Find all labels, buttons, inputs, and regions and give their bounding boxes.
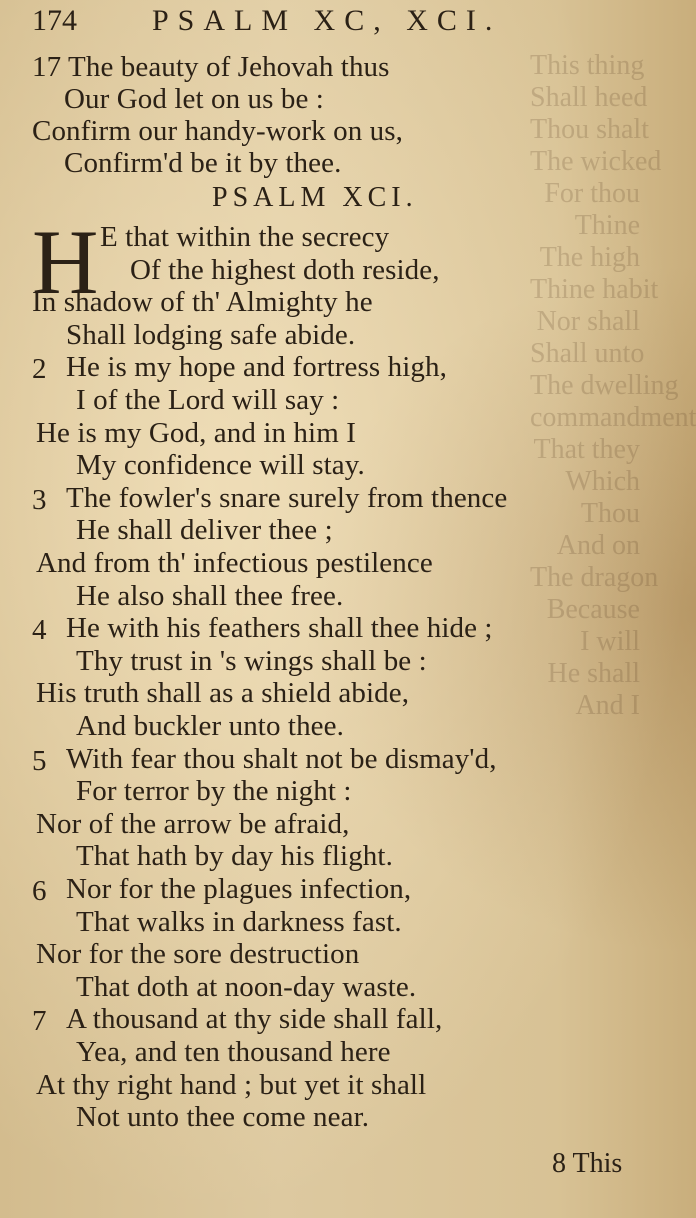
bleed-line: I will bbox=[580, 626, 640, 657]
verse-line: Confirm our handy-work on us, bbox=[32, 115, 403, 147]
page-number: 174 bbox=[32, 4, 77, 37]
verse-line: Yea, and ten thousand here bbox=[76, 1036, 391, 1068]
dropcap-letter: H bbox=[32, 211, 99, 313]
bleed-line: Thou shalt bbox=[530, 114, 649, 145]
verse-line: The fowler's snare surely from thence bbox=[66, 481, 508, 514]
bleed-line: This thing bbox=[530, 50, 645, 81]
verse-line: Our God let on us be : bbox=[64, 83, 324, 115]
verse-line: Thy trust in 's wings shall be : bbox=[76, 644, 427, 677]
bleed-line: Shall unto bbox=[530, 338, 645, 369]
bleed-line: And I bbox=[575, 690, 640, 721]
bleed-through-text bbox=[530, 50, 696, 1150]
running-title: PSALM XC, XCI. bbox=[152, 4, 502, 37]
catchword: 8 This bbox=[552, 1148, 623, 1179]
verse-line: Shall lodging safe abide. bbox=[66, 318, 356, 351]
bleed-line: And on bbox=[556, 530, 640, 561]
verse-line: Nor for the sore destruction bbox=[36, 938, 360, 971]
verse-line: He shall deliver thee ; bbox=[76, 514, 333, 547]
verse-line: And from th' infectious pestilence bbox=[36, 547, 433, 579]
bleed-line: Thine habit bbox=[530, 274, 659, 305]
bleed-line: The dragon bbox=[530, 562, 659, 593]
verse-line: For terror by the night : bbox=[76, 775, 352, 808]
verse-line: With fear thou shalt not be dismay'd, bbox=[66, 742, 497, 775]
verse-line: That hath by day his flight. bbox=[76, 840, 393, 873]
bleed-line: Shall heed bbox=[530, 82, 648, 113]
verse-line: In shadow of th' Almighty he bbox=[32, 286, 373, 319]
bleed-line: That they bbox=[533, 434, 640, 465]
bleed-line: The dwelling bbox=[530, 370, 679, 401]
verse-line: Not unto thee come near. bbox=[76, 1101, 370, 1134]
bleed-line: He shall bbox=[547, 658, 640, 689]
verse-number: 5 bbox=[32, 744, 47, 777]
bleed-line: For thou bbox=[544, 178, 640, 209]
verse-number: 7 bbox=[32, 1005, 47, 1038]
psalm-title: PSALM XCI. bbox=[212, 182, 418, 213]
verse-line: Of the highest doth reside, bbox=[130, 253, 440, 286]
verse-line: That doth at noon-day waste. bbox=[76, 970, 417, 1003]
bleed-line: Thou bbox=[580, 498, 640, 529]
bleed-line: The high bbox=[539, 242, 640, 273]
verse-line: Nor of the arrow be afraid, bbox=[36, 807, 350, 840]
verse-number: 6 bbox=[32, 875, 47, 907]
verse-line: 17 The beauty of Jehovah thus bbox=[32, 51, 390, 83]
verse-line: I of the Lord will say : bbox=[76, 384, 340, 416]
verse-line: My confidence will stay. bbox=[76, 449, 365, 482]
bleed-line: commandment bbox=[530, 402, 696, 433]
bleed-line: Nor shall bbox=[536, 306, 640, 337]
verse-line: And buckler unto thee. bbox=[76, 710, 344, 742]
verse-line: He with his feathers shall thee hide ; bbox=[66, 612, 493, 645]
verse-line: His truth shall as a shield abide, bbox=[36, 677, 410, 710]
verse-line: That walks in darkness fast. bbox=[76, 905, 402, 938]
verse-number: 4 bbox=[32, 614, 47, 647]
verse-line: At thy right hand ; but yet it shall bbox=[36, 1068, 427, 1101]
verse-line: A thousand at thy side shall fall, bbox=[66, 1003, 443, 1036]
verse-line: E that within the secrecy bbox=[100, 221, 390, 253]
bleed-line: Thine bbox=[574, 210, 640, 241]
verse-line: He is my God, and in him I bbox=[36, 416, 356, 449]
verse-line: He is my hope and fortress high, bbox=[66, 351, 447, 384]
verse-line: He also shall thee free. bbox=[76, 579, 344, 612]
verse-line: Nor for the plagues infection, bbox=[66, 873, 412, 905]
bleed-line: Because bbox=[546, 594, 640, 625]
verse-number: 3 bbox=[32, 483, 47, 516]
bleed-line: The wicked bbox=[530, 146, 662, 177]
verse-line: Confirm'd be it by thee. bbox=[64, 147, 342, 179]
verse-number: 2 bbox=[32, 353, 47, 386]
bleed-line: Which bbox=[565, 466, 640, 497]
